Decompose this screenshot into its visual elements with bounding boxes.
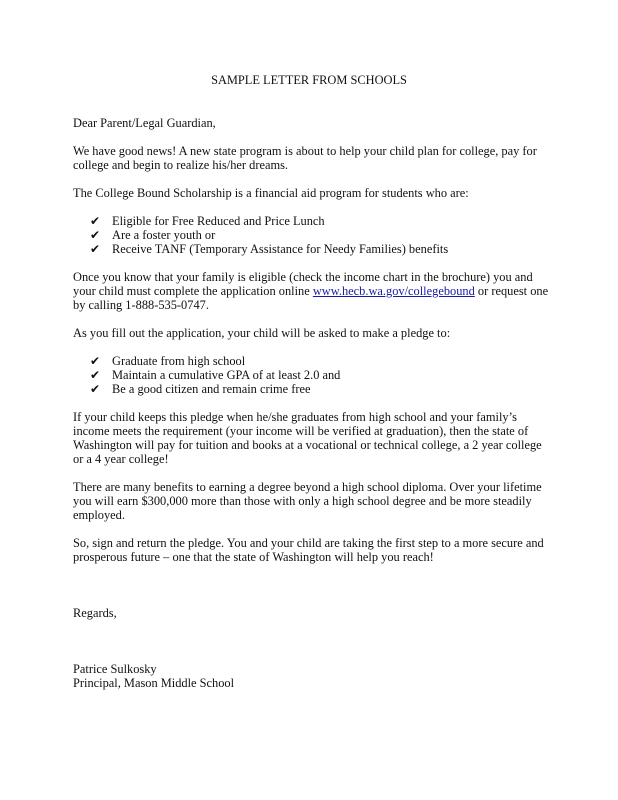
list-item [90, 242, 553, 256]
eligibility-intro: The College Bound Scholarship is a financial aid program for students who are: [73, 186, 469, 200]
regards: Regards, [73, 606, 117, 620]
list-item [90, 354, 553, 368]
list-item-text: Graduate from high school [112, 354, 246, 368]
checkmark-icon: ✔ [90, 382, 101, 396]
eligibility-list [73, 214, 553, 256]
list-item-text: Be a good citizen and remain crime free [112, 382, 311, 396]
pledge-list [73, 354, 553, 396]
apply-text: Once you know that your family is eligible (check the income chart in the brochure) you and your child must complete the application online [73, 270, 533, 298]
list-item [90, 368, 553, 382]
application-link[interactable]: www.hecb.wa.gov/collegebound [312, 284, 475, 298]
closing-paragraph: So, sign and return the pledge. You and your child are taking the first step to a more secure and prosperous future – one that the state of Washington will help you reach! [73, 536, 544, 564]
list-item [90, 214, 553, 228]
spacer [73, 578, 553, 606]
checkmark-icon: ✔ [90, 228, 101, 242]
checkmark-icon: ✔ [90, 214, 101, 228]
checkmark-icon: ✔ [90, 368, 101, 382]
apply-text-after: or request one by calling 1-888-535-0747. [73, 284, 549, 312]
apply-paragraph [73, 270, 553, 312]
list-item-text: Eligible for Free Reduced and Price Lunch [112, 214, 325, 228]
salutation: Dear Parent/Legal Guardian, [73, 116, 216, 130]
letter-title: SAMPLE LETTER FROM SCHOOLS [211, 73, 407, 87]
intro-paragraph: We have good news! A new state program is about to help your child plan for college, pay for college and begin to realize his/her dreams. [73, 144, 537, 172]
list-item [90, 228, 553, 242]
pledge-intro: As you fill out the application, your child will be asked to make a pledge to: [73, 326, 451, 340]
signer-title: Principal, Mason Middle School [73, 676, 235, 690]
list-item-text: Are a foster youth or [112, 228, 216, 242]
signature-space [73, 620, 553, 662]
benefits-paragraph: There are many benefits to earning a degree beyond a high school diploma. Over your lifetime you will earn $300,000 more than those with only a high school degree and be more steadily employed. [73, 480, 542, 522]
signer-name: Patrice Sulkosky [73, 662, 157, 676]
letter-body [73, 116, 553, 690]
list-item-text: Maintain a cumulative GPA of at least 2.0 and [112, 368, 341, 382]
list-item-text: Receive TANF (Temporary Assistance for Needy Families) benefits [112, 242, 449, 256]
checkmark-icon: ✔ [90, 354, 101, 368]
checkmark-icon: ✔ [90, 242, 101, 256]
pledge-result-paragraph: If your child keeps this pledge when he/she graduates from high school and your family’s income meets the requirement (your income will be verified at graduation), then the state of Washington will pay for tuition and books at a vocational or technical college, a 2 year college or a 4 year college! [73, 410, 542, 466]
list-item [90, 382, 553, 396]
